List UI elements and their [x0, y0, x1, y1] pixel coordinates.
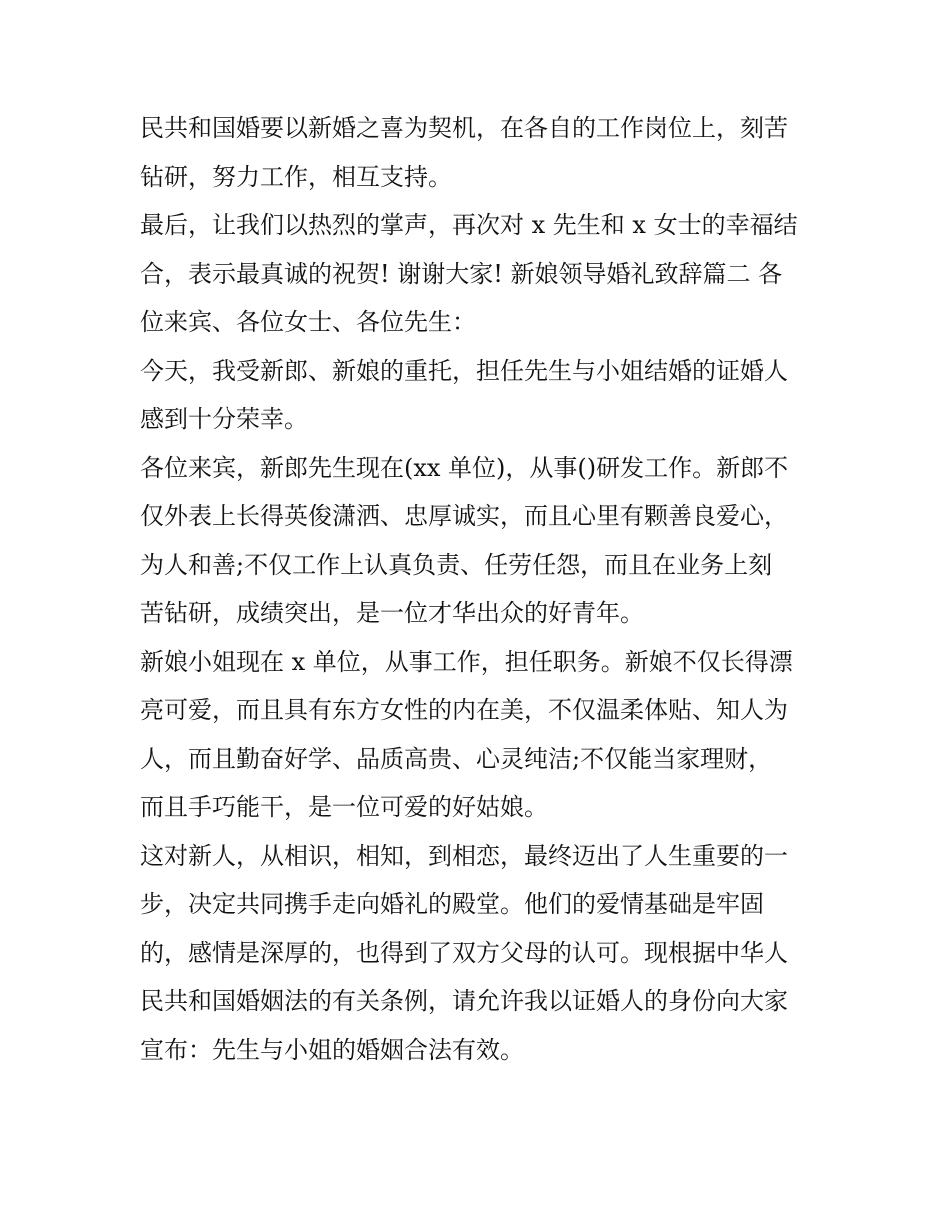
text-line: 为人和善;不仅工作上认真负责、任劳任怨，而且在业务上刻 [140, 550, 773, 579]
paragraph [140, 444, 812, 638]
text-line: 宣布：先生与小姐的婚姻合法有效。 [140, 1035, 524, 1064]
text-line: 各位来宾，新郎先生现在(xx 单位)，从事()研发工作。新郎不 [140, 453, 789, 482]
text-line: 钻研，努力工作，相互支持。 [140, 162, 452, 191]
text-line: 步，决定共同携手走向婚礼的殿堂。他们的爱情基础是牢固 [140, 890, 764, 918]
text-line: 人，而且勤奋好学、品质高贵、心灵纯洁;不仅能当家理财， [140, 744, 773, 773]
text-line: 的，感情是深厚的，也得到了双方父母的认可。现根据中华人 [140, 938, 788, 967]
paragraph [140, 201, 812, 347]
text-line: 合，表示最真诚的祝贺! 谢谢大家! 新娘领导婚礼致辞篇二 各 [140, 259, 783, 288]
text-line: 民共和国婚要以新婚之喜为契机，在各自的工作岗位上，刻苦 [140, 114, 788, 142]
text-line: 最后，让我们以热烈的掌声，再次对 x 先生和 x 女士的幸福结 [140, 211, 798, 239]
text-line: 新娘小姐现在 x 单位，从事工作，担任职务。新娘不仅长得漂 [140, 647, 793, 676]
text-line: 位来宾、各位女士、各位先生： [140, 308, 476, 336]
text-line: 民共和国婚姻法的有关条例，请允许我以证婚人的身份向大家 [140, 987, 788, 1015]
paragraph [140, 832, 812, 1075]
text-line: 仅外表上长得英俊潇洒、忠厚诚实，而且心里有颗善良爱心， [140, 502, 788, 530]
paragraph [140, 104, 812, 201]
text-line: 感到十分荣幸。 [140, 405, 308, 433]
text-line: 亮可爱，而且具有东方女性的内在美，不仅温柔体贴、知人为 [140, 696, 788, 724]
paragraph [140, 638, 812, 832]
text-line: 这对新人，从相识，相知，到相恋，最终迈出了人生重要的一 [140, 841, 788, 870]
document-body [140, 104, 812, 1074]
paragraph [140, 347, 812, 444]
text-line: 苦钻研，成绩突出，是一位才华出众的好青年。 [140, 599, 644, 627]
text-line: 而且手巧能干，是一位可爱的好姑娘。 [140, 793, 548, 821]
text-line: 今天，我受新郎、新娘的重托，担任先生与小姐结婚的证婚人 [140, 356, 788, 385]
